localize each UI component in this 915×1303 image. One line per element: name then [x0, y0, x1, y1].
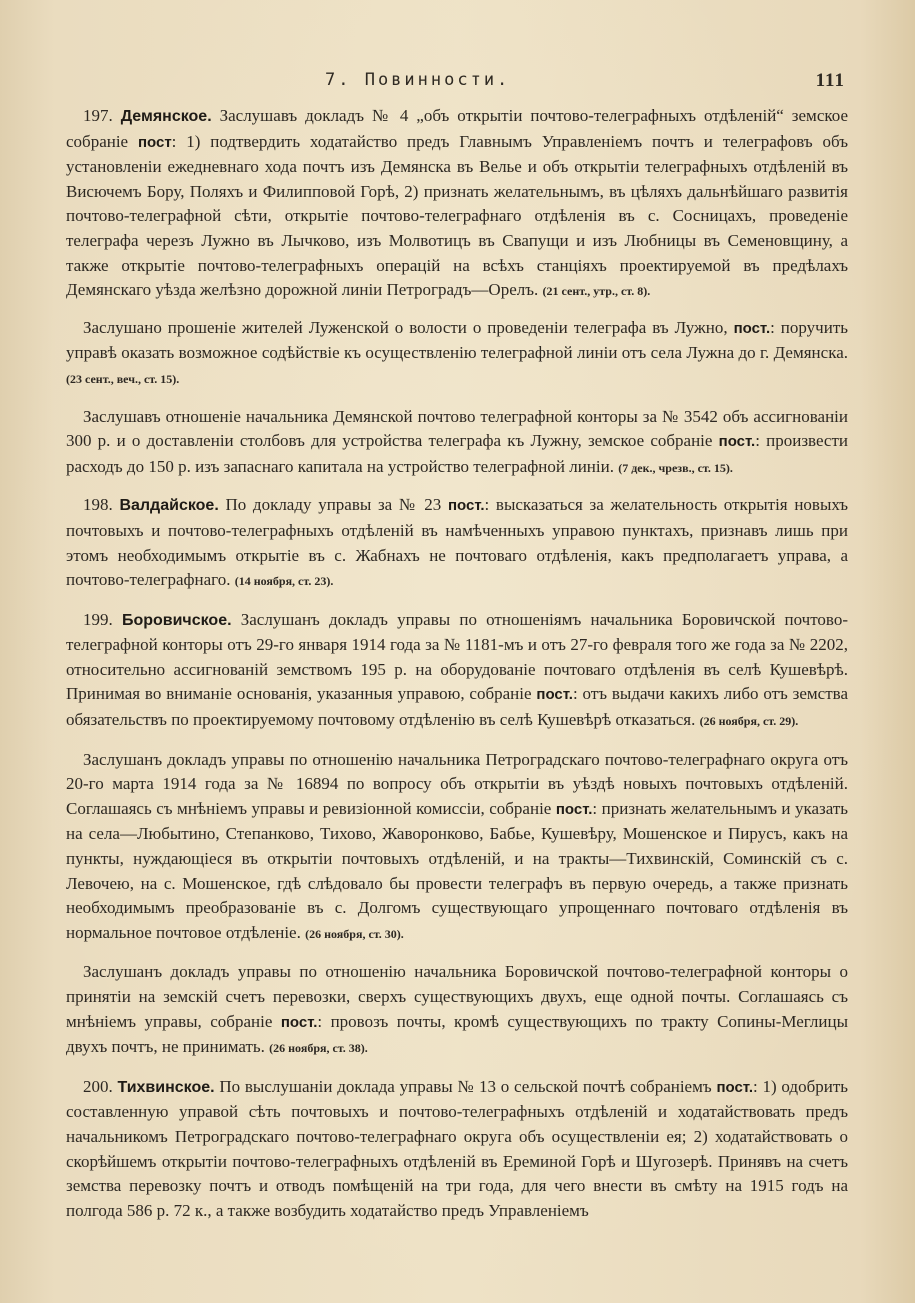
county-heading: Валдайское. [119, 497, 219, 515]
paragraph-petrograd-district [66, 748, 848, 947]
paragraph-luzhno-petition [66, 316, 848, 392]
session-reference: (21 сент., утр., ст. 8). [542, 284, 651, 299]
session-reference: (14 ноября, ст. 23). [234, 574, 334, 589]
paragraph-198 [66, 493, 848, 593]
page-number: 111 [815, 70, 845, 91]
paragraph-text: : 1) подтвердить ходатайство предъ Главнымъ Управленіемъ почтъ и телеграфовъ объ установленіи ежедневнаго хода почтъ изъ Демянска въ Велье и объ открытіи телеграфныхъ отдѣленій въ Висючемъ Бору, Поляхъ и Филипповой Горѣ, 2) признать желательнымъ, въ цѣляхъ дальнѣйшаго развитія почтово-телеграфной сѣти, открытіе почтово-телеграфнаго отдѣленія въ с. Сосницахъ, проведеніе телеграфа черезъ Лужно въ Лычково, изъ Молвотицъ въ Свапущи и изъ Любницы въ Семеновщину, а также открытіе почтово-телеграфныхъ операцій на всѣхъ станціяхъ проектируемой въ предѣлахъ Демянскаго уѣзда желѣзно дорожной линіи Петроградъ—Орелъ. [66, 131, 849, 300]
body-text [66, 104, 848, 1223]
decision-marker: пост. [447, 497, 485, 515]
paragraph-text: : 1) одобрить составленную управой сѣть почтовыхъ и почтово-телеграфныхъ отдѣленій и ходатайствовать предъ начальникомъ Петроградскаго почтово-телеграфнаго округа объ осуществленіи ея; 2) ходатайствовать о скорѣйшемъ открытіи почтово-телеграфныхъ отдѣленій въ Ереминой Горѣ и Шугозерѣ. Принявъ на счетъ земства перевозку почтъ и отводъ помѣщеній на три года, для чего внести въ смѣту на 1915 годъ на полгода 586 р. 72 к., а также возбудить ходатайство предъ Управленіемъ [66, 1076, 849, 1220]
decision-marker: пост. [555, 800, 593, 818]
session-reference: (23 сент., веч., ст. 15). [66, 371, 180, 386]
paragraph-text: По докладу управы за № 23 [225, 495, 442, 515]
decision-marker: пост. [733, 319, 771, 337]
county-heading: Тихвинское. [117, 1078, 215, 1096]
session-reference: (26 ноября, ст. 38). [269, 1041, 368, 1056]
paragraph-text: Заслушавъ докладъ № 4 „объ открытіи почтово-телеграфныхъ отдѣленій“ земское собраніе [66, 106, 849, 151]
section-title: 7. Повинности. [325, 70, 511, 90]
paragraph-text: Заслушанъ докладъ управы по отношенію начальника Петроградскаго почтово-телеграфнаго округа отъ 20-го марта 1914 года за № 16894 по вопросу объ открытіи въ уѣздѣ новыхъ почтовыхъ отдѣленій. Соглашаясь съ мнѣніемъ управы и ревизіонной комиссіи, собраніе [66, 749, 848, 818]
paragraph-199 [66, 608, 848, 734]
paragraph-text: Заслушанъ докладъ управы по отношенію начальника Боровичской почтово-телеграфной конторы о принятіи на земскій счетъ перевозки, сверхъ существующихъ двухъ, еще одной почты. Соглашаясь съ мнѣніемъ управы, собраніе [66, 962, 848, 1031]
item-number: 197. [83, 106, 113, 125]
item-number: 200. [83, 1076, 113, 1096]
session-reference: (26 ноября, ст. 30). [305, 926, 404, 941]
paragraph-197 [66, 104, 848, 304]
paragraph-borovichi-mail [66, 960, 848, 1060]
decision-marker: пост. [280, 1013, 318, 1031]
paragraph-text: : поручить управѣ оказать возможное содѣйствіе къ осуществленію телеграфной линіи отъ села Лужна до г. Демянска. [66, 317, 849, 363]
paragraph-demyansk-office [66, 405, 848, 481]
paragraph-text: Заслушавъ отношеніе начальника Демянской почтово телеграфной конторы за № 3542 объ ассигнованіи 300 р. и о доставленіи столбовъ для устройства телеграфа къ Лужну, земское собраніе [66, 406, 848, 451]
paragraph-text: : признать желательнымъ и указать на села—Любытино, Степанково, Тихово, Жаворонково, Бабье, Кушевѣру, Мошенское и Пирусъ, какъ на пункты, нуждающіеся въ открытіи почтовыхъ отдѣленій, и на тракты—Тихвинскій, Соминскій съ с. Левочею, на с. Мошенское, гдѣ слѣдовало бы провести телеграфъ въ первую очередь, а также признать необходимымъ преобразованіе въ с. Долгомъ существующаго упрощеннаго почтоваго отдѣленія въ нормальное почтовое отдѣленіе. [66, 798, 848, 942]
county-heading: Боровичское. [121, 611, 232, 629]
decision-marker: пост [137, 133, 172, 151]
paragraph-200 [66, 1075, 848, 1224]
paragraph-text: Заслушано прошеніе жителей Луженской о волости о проведеніи телеграфа въ Лужно, [83, 317, 728, 337]
running-head [60, 70, 855, 94]
decision-marker: пост. [536, 686, 573, 704]
paragraph-text: : высказаться за желательность открытія новыхъ почтовыхъ и почтово-телеграфныхъ отдѣленій въ намѣченныхъ управою пунктахъ, признавъ лишь при этомъ необходимымъ открытіе въ с. Жабнахъ не почтоваго отдѣленія, какъ предполагаетъ управа, а почтово-телеграфнаго. [66, 495, 849, 590]
session-reference: (26 ноября, ст. 29). [699, 714, 799, 729]
paragraph-text: По выслушаніи доклада управы № 13 о сельской почтѣ собраніемъ [219, 1076, 712, 1096]
item-number: 198. [83, 495, 113, 515]
item-number: 199. [83, 609, 113, 629]
paragraph-text: : отъ выдачи какихъ либо отъ земства обязательствъ по проектируемому почтовому отдѣленію въ селѣ Кушевѣрѣ отказаться. [66, 684, 849, 730]
session-reference: (7 дек., чрезв., ст. 15). [618, 460, 733, 475]
paragraph-text: : произвести расходъ до 150 р. изъ запаснаго капитала на устройство телеграфной линіи. [66, 431, 849, 476]
decision-marker: пост. [716, 1078, 753, 1096]
county-heading: Демянское. [120, 108, 212, 125]
paragraph-text: Заслушанъ докладъ управы по отношеніямъ начальника Боровичской почтово-телеграфной конторы отъ 29-го января 1914 года за № 1181-мъ и отъ 27-го февраля того же года за № 2202, относительно ассигнованій земствомъ 195 р. на оборудованіе почтоваго отдѣленія въ селѣ Кушевѣрѣ. Принимая во вниманіе основанія, указанныя управою, собраніе [66, 609, 848, 704]
paragraph-text: : провозъ почты, кромѣ существующихъ по тракту Сопины-Меглицы двухъ почтъ, не принимать. [66, 1011, 849, 1057]
decision-marker: пост. [718, 433, 756, 451]
